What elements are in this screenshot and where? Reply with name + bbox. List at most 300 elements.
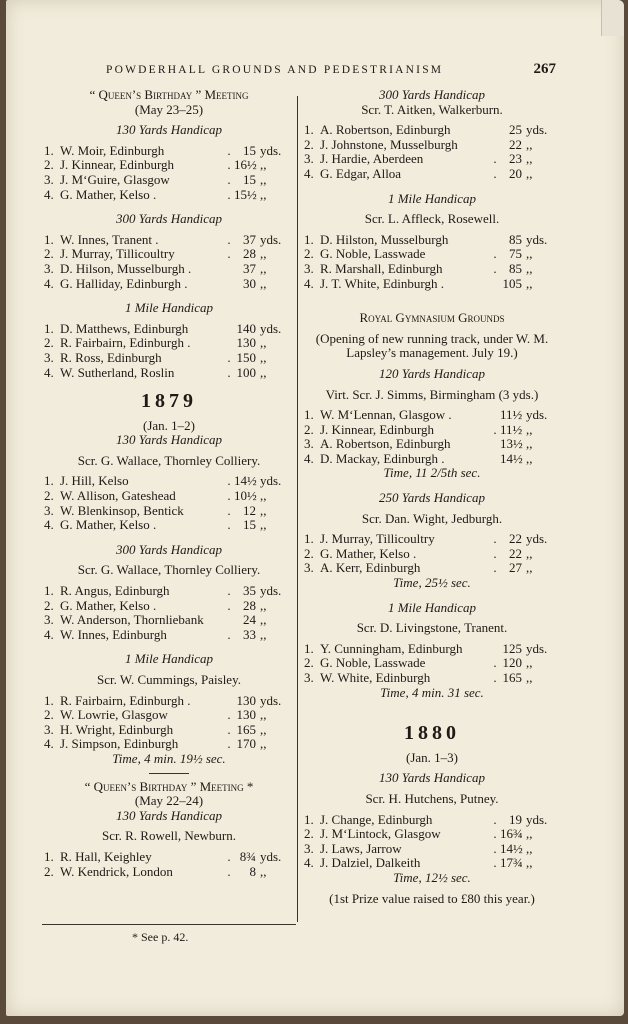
handicap-unit: ,,	[260, 157, 267, 173]
prize-note: (1st Prize value raised to £80 this year.)	[329, 890, 535, 906]
results-list	[44, 144, 294, 202]
leader-dot: .	[227, 171, 231, 187]
handicap-unit: ,,	[526, 275, 533, 291]
result-row	[304, 452, 560, 467]
leader-dot: .	[227, 517, 231, 533]
result-row	[304, 247, 560, 262]
handicap-value: 11½	[500, 407, 523, 423]
place-number: 3.	[304, 260, 314, 276]
handicap-unit: yds.	[526, 231, 548, 247]
competitor-name: G. Mather, Kelso .	[60, 518, 157, 533]
meeting-dates: (Jan. 1–3)	[406, 749, 458, 765]
result-row	[44, 518, 294, 533]
event-title: 1 Mile Handicap	[124, 651, 214, 667]
leader-dot: .	[227, 736, 231, 752]
competitor-name: J. M‘Lintock, Glasgow	[320, 827, 441, 842]
leader-dot: .	[227, 142, 231, 158]
result-row	[44, 322, 294, 337]
column-divider	[297, 96, 298, 922]
scratch-line: Scr. T. Aitken, Walkerburn.	[361, 101, 503, 117]
competitor-name: R. Fairbairn, Edinburgh .	[60, 693, 191, 708]
handicap-unit: ,,	[260, 335, 267, 351]
result-row	[304, 842, 560, 857]
competitor-name: J. Laws, Jarrow	[320, 841, 402, 856]
place-number: 2.	[304, 246, 314, 262]
place-number: 3.	[304, 840, 314, 856]
place-number: 1.	[44, 142, 54, 158]
result-row	[44, 351, 294, 366]
handicap-unit: ,,	[260, 488, 267, 504]
left-column	[44, 88, 294, 879]
leader-dot: .	[227, 488, 231, 504]
result-row	[44, 489, 294, 504]
leader-dot	[224, 277, 234, 292]
competitor-name: D. Mackay, Edinburgh .	[320, 451, 445, 466]
handicap-value: 24	[243, 612, 256, 628]
place-number: 3.	[44, 349, 54, 365]
results-list	[44, 233, 294, 291]
place-number: 1.	[304, 640, 314, 656]
handicap-value: 140	[236, 320, 256, 336]
competitor-name: J. Simpson, Edinburgh	[60, 737, 179, 752]
handicap-value: 100	[236, 364, 256, 380]
handicap-value: 8	[249, 863, 256, 879]
handicap-unit: ,,	[526, 855, 533, 871]
result-row	[44, 613, 294, 628]
leader-dot: .	[227, 863, 231, 879]
handicap-unit: ,,	[260, 736, 267, 752]
leader-dot: .	[227, 502, 231, 518]
meeting-title: “ Queen’s Birthday ” Meeting	[89, 87, 249, 102]
place-number: 1.	[44, 692, 54, 708]
handicap-unit: yds.	[526, 640, 548, 656]
result-row	[44, 158, 294, 173]
competitor-name: A. Kerr, Edinburgh	[320, 561, 421, 576]
leader-dot: .	[227, 157, 231, 173]
handicap-value: 75	[509, 246, 522, 262]
handicap-value: 11½	[500, 421, 523, 437]
footnote: * See p. 42.	[132, 930, 189, 944]
competitor-name: W. Kendrick, London	[60, 864, 173, 879]
handicap-value: 105	[502, 275, 522, 291]
leader-dot: .	[227, 246, 231, 262]
results-list	[44, 850, 294, 879]
competitor-name: J. Murray, Tillicoultry	[60, 247, 175, 262]
handicap-unit: yds.	[260, 320, 282, 336]
place-number: 4.	[304, 275, 314, 291]
place-number: 2.	[44, 488, 54, 504]
competitor-name: A. Robertson, Edinburgh	[320, 437, 451, 452]
event-title: 250 Yards Handicap	[379, 490, 485, 506]
leader-dot	[490, 642, 500, 657]
handicap-unit: ,,	[260, 186, 267, 202]
handicap-unit: yds.	[526, 122, 548, 138]
scratch-line: Scr. Dan. Wight, Jedburgh.	[361, 510, 503, 526]
result-row	[304, 671, 560, 686]
handicap-unit: ,,	[260, 171, 267, 187]
handicap-unit: ,,	[526, 165, 533, 181]
competitor-name: G. Mather, Kelso .	[60, 598, 157, 613]
place-number: 3.	[304, 436, 314, 452]
event-title: 1 Mile Handicap	[387, 190, 477, 206]
place-number: 3.	[44, 721, 54, 737]
leader-dot	[490, 408, 500, 423]
handicap-value: 150	[236, 349, 256, 365]
result-row	[44, 504, 294, 519]
meeting-dates: (May 22–24)	[134, 793, 204, 809]
handicap-unit: ,,	[260, 626, 267, 642]
place-number: 4.	[44, 517, 54, 533]
handicap-unit: ,,	[260, 612, 267, 628]
competitor-name: G. Edgar, Alloa	[320, 166, 402, 181]
result-row	[304, 642, 560, 657]
leader-dot: .	[227, 231, 231, 247]
handicap-unit: ,,	[260, 364, 267, 380]
leader-dot: .	[493, 670, 497, 685]
competitor-name: J. Kinnear, Edinburgh	[320, 422, 435, 437]
competitor-name: H. Wright, Edinburgh	[60, 722, 174, 737]
handicap-value: 85	[509, 231, 522, 247]
handicap-value: 120	[502, 655, 522, 671]
competitor-name: W. M‘Lennan, Glasgow .	[320, 408, 452, 423]
leader-dot: .	[493, 246, 497, 262]
competitor-name: J. Change, Edinburgh	[320, 812, 433, 827]
result-row	[304, 532, 560, 547]
place-number: 2.	[304, 545, 314, 561]
handicap-unit: ,,	[260, 246, 267, 262]
competitor-name: W. Innes, Tranent .	[60, 232, 159, 247]
event-title: 120 Yards Handicap	[379, 365, 485, 381]
place-number: 4.	[304, 450, 314, 466]
leader-dot	[490, 233, 500, 248]
handicap-unit: ,,	[526, 450, 533, 466]
result-row	[304, 233, 560, 248]
place-number: 4.	[304, 855, 314, 871]
place-number: 4.	[44, 736, 54, 752]
competitor-name: W. Blenkinsop, Bentick	[60, 503, 184, 518]
competitor-name: D. Hilson, Musselburgh .	[60, 261, 192, 276]
race-time: Time, 4 min. 19½ sec.	[112, 750, 226, 766]
race-time: Time, 25½ sec.	[393, 575, 471, 591]
leader-dot: .	[227, 848, 231, 864]
result-row	[304, 262, 560, 277]
result-row	[44, 723, 294, 738]
result-row	[304, 138, 560, 153]
place-number: 1.	[304, 811, 314, 827]
result-row	[44, 336, 294, 351]
leader-dot	[224, 613, 234, 628]
event-title: 130 Yards Handicap	[116, 807, 222, 823]
event-title: 300 Yards Handicap	[379, 87, 485, 102]
competitor-name: A. Robertson, Edinburgh	[320, 123, 451, 138]
handicap-value: 85	[509, 260, 522, 276]
event-title: 130 Yards Handicap	[379, 770, 485, 786]
competitor-name: R. Hall, Keighley	[60, 849, 152, 864]
place-number: 2.	[44, 597, 54, 613]
leader-dot: .	[493, 655, 497, 671]
handicap-value: 12	[243, 502, 256, 518]
result-row	[44, 599, 294, 614]
handicap-unit: ,,	[260, 863, 267, 879]
handicap-unit: ,,	[260, 502, 267, 518]
leader-dot: .	[493, 531, 497, 547]
competitor-name: J. Kinnear, Edinburgh	[60, 158, 175, 173]
page-tab-mark	[601, 0, 624, 36]
running-head	[106, 61, 556, 77]
handicap-unit: ,,	[526, 545, 533, 561]
leader-dot	[490, 277, 500, 292]
leader-dot: .	[493, 840, 497, 856]
result-row	[304, 827, 560, 842]
leader-dot: .	[227, 707, 231, 723]
result-row	[304, 656, 560, 671]
result-row	[304, 277, 560, 292]
place-number: 1.	[304, 531, 314, 547]
place-number: 2.	[304, 655, 314, 671]
result-row	[44, 694, 294, 709]
leader-dot: .	[493, 260, 497, 276]
results-list	[44, 322, 294, 380]
competitor-name: W. Moir, Edinburgh	[60, 143, 165, 158]
competitor-name: J. T. White, Edinburgh .	[320, 276, 444, 291]
race-time: Time, 12½ sec.	[393, 869, 471, 885]
leader-dot: .	[227, 349, 231, 365]
handicap-value: 17¾	[500, 855, 523, 871]
event-title: 300 Yards Handicap	[116, 541, 222, 557]
leader-dot: .	[493, 560, 497, 576]
handicap-value: 28	[243, 246, 256, 262]
results-list	[44, 694, 294, 752]
grounds-note: (Opening of new running track, under W. M. Lapsley’s management. July 19.)	[315, 330, 549, 361]
handicap-unit: ,,	[260, 597, 267, 613]
place-number: 3.	[44, 502, 54, 518]
result-row	[44, 277, 294, 292]
results-list	[44, 474, 294, 532]
handicap-value: 22	[509, 531, 522, 547]
leader-dot: .	[227, 186, 231, 202]
leader-dot: .	[227, 473, 231, 489]
place-number: 1.	[304, 231, 314, 247]
handicap-value: 30	[243, 275, 256, 291]
place-number: 4.	[44, 364, 54, 380]
place-number: 1.	[304, 122, 314, 138]
place-number: 2.	[44, 863, 54, 879]
leader-dot: .	[493, 421, 497, 437]
book-page	[6, 0, 624, 1016]
event-title: 300 Yards Handicap	[116, 211, 222, 227]
result-row	[304, 856, 560, 871]
event-title: 130 Yards Handicap	[116, 432, 222, 448]
leader-dot: .	[493, 855, 497, 871]
place-number: 4.	[44, 186, 54, 202]
result-row	[304, 408, 560, 423]
place-number: 3.	[44, 171, 54, 187]
leader-dot	[224, 336, 234, 351]
handicap-value: 25	[509, 122, 522, 138]
leader-dot	[490, 452, 500, 467]
handicap-value: 125	[502, 640, 522, 656]
results-list	[304, 123, 560, 181]
result-row	[44, 584, 294, 599]
handicap-unit: ,,	[260, 349, 267, 365]
competitor-name: G. Mather, Kelso .	[60, 187, 157, 202]
scratch-line: Scr. D. Livingstone, Tranent.	[356, 620, 508, 636]
handicap-value: 13½	[500, 436, 523, 452]
place-number: 2.	[304, 421, 314, 437]
year-heading: 1880	[404, 722, 460, 745]
place-number: 1.	[44, 583, 54, 599]
competitor-name: W. Innes, Edinburgh	[60, 627, 167, 642]
handicap-unit: yds.	[526, 407, 548, 423]
results-list	[304, 408, 560, 466]
leader-dot: .	[227, 364, 231, 380]
competitor-name: J. Hill, Kelso	[60, 474, 129, 489]
competitor-name: J. Murray, Tillicoultry	[320, 532, 435, 547]
event-title: 130 Yards Handicap	[116, 122, 222, 138]
handicap-unit: yds.	[526, 531, 548, 547]
competitor-name: G. Mather, Kelso .	[320, 546, 417, 561]
handicap-value: 14½	[234, 473, 257, 489]
handicap-value: 165	[502, 670, 522, 685]
leader-dot	[224, 262, 234, 277]
competitor-name: W. Lowrie, Glasgow	[60, 708, 168, 723]
handicap-value: 15	[243, 517, 256, 533]
competitor-name: J. Dalziel, Dalkeith	[320, 856, 421, 871]
race-time: Time, 4 min. 31 sec.	[380, 684, 484, 700]
result-row	[44, 865, 294, 880]
handicap-value: 28	[243, 597, 256, 613]
leader-dot: .	[493, 545, 497, 561]
scratch-line: Scr. L. Affleck, Rosewell.	[364, 211, 500, 227]
result-row	[44, 366, 294, 381]
handicap-value: 10½	[234, 488, 257, 504]
result-row	[44, 173, 294, 188]
results-list	[304, 233, 560, 291]
result-row	[304, 152, 560, 167]
leader-dot: .	[227, 626, 231, 642]
meeting-dates: (Jan. 1–2)	[143, 417, 195, 433]
section-rule	[149, 773, 189, 774]
result-row	[304, 547, 560, 562]
handicap-unit: ,,	[260, 517, 267, 533]
scratch-line: Scr. G. Wallace, Thornley Colliery.	[77, 562, 261, 578]
handicap-unit: ,,	[526, 136, 533, 152]
handicap-value: 14½	[500, 840, 523, 856]
event-title: 1 Mile Handicap	[387, 599, 477, 615]
result-row	[304, 437, 560, 452]
handicap-unit: ,,	[526, 560, 533, 576]
handicap-unit: ,,	[260, 707, 267, 723]
handicap-unit: yds.	[526, 811, 548, 827]
handicap-unit: ,,	[260, 260, 267, 276]
competitor-name: G. Halliday, Edinburgh .	[60, 276, 188, 291]
competitor-name: R. Ross, Edinburgh	[60, 350, 162, 365]
handicap-unit: yds.	[260, 473, 282, 489]
leader-dot	[224, 694, 234, 709]
place-number: 3.	[304, 670, 314, 685]
handicap-unit: ,,	[260, 721, 267, 737]
competitor-name: W. Sutherland, Roslin	[60, 365, 175, 380]
results-list	[304, 642, 560, 686]
handicap-unit: ,,	[526, 840, 533, 856]
handicap-value: 130	[236, 335, 256, 351]
competitor-name: D. Hilston, Musselburgh	[320, 232, 449, 247]
result-row	[304, 423, 560, 438]
handicap-unit: yds.	[260, 692, 282, 708]
result-row	[44, 188, 294, 203]
leader-dot: .	[493, 811, 497, 827]
handicap-value: 15	[243, 142, 256, 158]
handicap-value: 35	[243, 583, 256, 599]
handicap-unit: ,,	[526, 421, 533, 437]
page-number: 267	[533, 61, 556, 77]
competitor-name: J. M‘Guire, Glasgow	[60, 172, 170, 187]
handicap-unit: yds.	[260, 142, 282, 158]
place-number: 2.	[304, 826, 314, 842]
place-number: 4.	[304, 165, 314, 181]
result-row	[304, 561, 560, 576]
leader-dot: .	[493, 165, 497, 181]
handicap-value: 37	[243, 260, 256, 276]
handicap-value: 19	[509, 811, 522, 827]
place-number: 2.	[44, 335, 54, 351]
result-row	[44, 144, 294, 159]
place-number: 1.	[44, 320, 54, 336]
competitor-name: G. Noble, Lasswade	[320, 247, 426, 262]
handicap-value: 20	[509, 165, 522, 181]
leader-dot: .	[227, 597, 231, 613]
handicap-unit: ,,	[526, 246, 533, 262]
result-row	[304, 123, 560, 138]
event-title: 1 Mile Handicap	[124, 300, 214, 316]
handicap-value: 27	[509, 560, 522, 576]
scratch-line: Scr. R. Rowell, Newburn.	[102, 828, 236, 844]
leader-dot: .	[227, 721, 231, 737]
result-row	[44, 737, 294, 752]
competitor-name: R. Fairbairn, Edinburgh .	[60, 336, 191, 351]
competitor-name: J. Johnstone, Musselburgh	[320, 137, 458, 152]
leader-dot	[490, 437, 500, 452]
place-number: 1.	[44, 231, 54, 247]
place-number: 4.	[44, 626, 54, 642]
grounds-title: Royal Gymnasium Grounds	[359, 310, 505, 326]
place-number: 1.	[44, 473, 54, 489]
place-number: 1.	[44, 848, 54, 864]
scratch-line: Scr. H. Hutchens, Putney.	[365, 790, 499, 806]
competitor-name: G. Noble, Lasswade	[320, 656, 426, 671]
handicap-value: 23	[509, 151, 522, 167]
handicap-unit: ,,	[526, 436, 533, 452]
competitor-name: R. Marshall, Edinburgh	[320, 261, 443, 276]
place-number: 2.	[44, 246, 54, 262]
place-number: 3.	[304, 560, 314, 576]
footnote-rule	[42, 924, 296, 925]
competitor-name: W. Anderson, Thornliebank	[60, 613, 204, 628]
handicap-value: 8¾	[239, 848, 256, 864]
competitor-name: Y. Cunningham, Edinburgh	[320, 641, 463, 656]
place-number: 3.	[44, 260, 54, 276]
handicap-unit: ,,	[526, 826, 533, 842]
result-row	[44, 247, 294, 262]
place-number: 3.	[304, 151, 314, 167]
meeting-title: “ Queen’s Birthday ” Meeting *	[84, 778, 254, 794]
handicap-value: 130	[236, 707, 256, 723]
handicap-value: 33	[243, 626, 256, 642]
place-number: 2.	[44, 707, 54, 723]
place-number: 1.	[304, 407, 314, 423]
leader-dot: .	[493, 826, 497, 842]
handicap-unit: yds.	[260, 231, 282, 247]
